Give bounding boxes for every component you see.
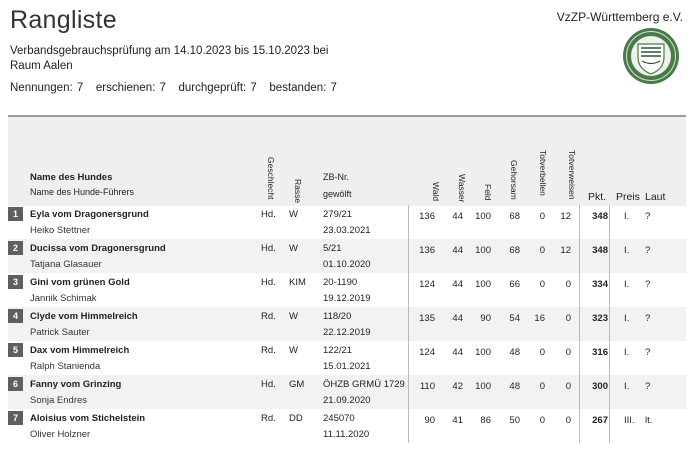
score-wald: 135 — [419, 313, 435, 324]
breed: W — [289, 345, 298, 356]
col-preis: Preis — [616, 191, 640, 203]
column-divider — [609, 273, 610, 307]
breed: GM — [289, 379, 305, 390]
dog-name: Dax vom Himmelreich — [30, 345, 130, 356]
handler-name: Tatjana Glasauer — [30, 259, 102, 270]
whelp-date: 01.10.2020 — [323, 259, 371, 270]
zb-number: 122/21 — [323, 345, 353, 356]
breed: W — [289, 311, 298, 322]
column-divider — [609, 205, 610, 239]
score-pkt: 316 — [592, 347, 608, 358]
handler-name: Jannik Schimak — [30, 293, 97, 304]
score-wasser: 44 — [452, 279, 463, 290]
col-laut: Laut — [645, 191, 666, 203]
prize: I. — [624, 347, 630, 358]
score-tvb: 16 — [534, 313, 545, 324]
score-tvw: 0 — [565, 415, 571, 426]
sex: Rd. — [261, 311, 276, 322]
score-pkt: 348 — [592, 211, 608, 222]
table-row — [8, 307, 686, 341]
col-gehorsam: Gehorsam — [509, 160, 519, 200]
score-feld: 90 — [480, 313, 491, 324]
sex: Hd. — [261, 243, 276, 254]
score-tvb: 0 — [539, 381, 545, 392]
table-row — [8, 205, 686, 239]
rank-badge: 1 — [8, 207, 23, 221]
score-pkt: 300 — [592, 381, 608, 392]
event-line-2: Raum Aalen — [10, 60, 73, 72]
score-tvw: 0 — [565, 347, 571, 358]
whelp-date: 15.01.2021 — [323, 361, 371, 372]
score-geh: 68 — [509, 211, 520, 222]
col-totverbellen: Totverbellen — [538, 150, 548, 196]
whelp-date: 21.09.2020 — [323, 395, 371, 406]
score-wald: 90 — [424, 415, 435, 426]
score-geh: 50 — [509, 415, 520, 426]
laut: ? — [645, 347, 651, 358]
score-feld: 86 — [480, 415, 491, 426]
dog-name: Ducissa vom Dragonersgrund — [30, 243, 166, 254]
score-tvw: 0 — [565, 313, 571, 324]
sex: Hd. — [261, 209, 276, 220]
col-gewolft: gewölft — [323, 189, 352, 199]
zb-number: 245070 — [323, 413, 355, 424]
breed: W — [289, 243, 298, 254]
col-name: Name des Hundes — [30, 172, 113, 183]
prize: I. — [624, 381, 630, 392]
score-tvw: 0 — [565, 381, 571, 392]
col-wald: Wald — [431, 182, 441, 202]
rank-badge: 7 — [8, 411, 23, 425]
laut: lt. — [645, 415, 653, 426]
score-geh: 54 — [509, 313, 520, 324]
score-wald: 136 — [419, 245, 435, 256]
column-divider — [609, 239, 610, 273]
org-name: VzZP-Württemberg e.V. — [556, 10, 683, 24]
rank-badge: 5 — [8, 343, 23, 357]
column-divider — [609, 341, 610, 375]
score-wasser: 44 — [452, 313, 463, 324]
sex: Hd. — [261, 379, 276, 390]
rank-badge: 4 — [8, 309, 23, 323]
dog-name: Aloisius vom Stichelstein — [30, 413, 146, 424]
score-wasser: 44 — [452, 211, 463, 222]
prize: I. — [624, 211, 630, 222]
dog-name: Eyla vom Dragonersgrund — [30, 209, 149, 220]
dog-name: Gini vom grünen Gold — [30, 277, 130, 288]
rank-badge: 2 — [8, 241, 23, 255]
col-zb: ZB-Nr. — [323, 172, 349, 182]
score-wasser: 41 — [452, 415, 463, 426]
laut: ? — [645, 211, 651, 222]
score-geh: 68 — [509, 245, 520, 256]
dog-name: Clyde vom Himmelreich — [30, 311, 138, 322]
whelp-date: 23.03.2021 — [323, 225, 371, 236]
rank-badge: 3 — [8, 275, 23, 289]
score-geh: 66 — [509, 279, 520, 290]
col-rasse: Rasse — [293, 179, 303, 204]
handler-name: Oliver Holzner — [30, 429, 91, 440]
handler-name: Patrick Sauter — [30, 327, 90, 338]
laut: ? — [645, 245, 651, 256]
zb-number: 5/21 — [323, 243, 342, 254]
score-tvb: 0 — [539, 347, 545, 358]
score-pkt: 323 — [592, 313, 608, 324]
handler-name: Heiko Stettner — [30, 225, 91, 236]
score-wasser: 42 — [452, 381, 463, 392]
col-feld: Feld — [483, 184, 493, 201]
club-logo — [622, 27, 680, 85]
table-header — [8, 115, 686, 206]
score-wasser: 44 — [452, 347, 463, 358]
score-tvw: 12 — [560, 245, 571, 256]
handler-name: Sonja Endres — [30, 395, 88, 406]
column-divider — [609, 307, 610, 341]
dog-name: Fanny vom Grinzing — [30, 379, 122, 390]
prize: I. — [624, 245, 630, 256]
breed: W — [289, 209, 298, 220]
score-tvb: 0 — [539, 415, 545, 426]
score-feld: 100 — [475, 347, 491, 358]
breed: DD — [289, 413, 303, 424]
score-wasser: 44 — [452, 245, 463, 256]
col-owner: Name des Hunde-Führers — [30, 187, 135, 197]
score-geh: 48 — [509, 381, 520, 392]
col-wasser: Wasser — [457, 174, 467, 203]
score-tvb: 0 — [539, 211, 545, 222]
prize: I. — [624, 279, 630, 290]
score-geh: 48 — [509, 347, 520, 358]
rank-badge: 6 — [8, 377, 23, 391]
score-feld: 100 — [475, 381, 491, 392]
table-row — [8, 409, 686, 443]
breed: KIM — [289, 277, 306, 288]
page-title: Rangliste — [10, 6, 117, 34]
table-row — [8, 273, 686, 307]
stats-line: Nennungen: 7 erschienen: 7 durchgeprüft: 7 bestanden: 7 — [10, 82, 337, 94]
score-pkt: 267 — [592, 415, 608, 426]
prize: I. — [624, 313, 630, 324]
score-wald: 136 — [419, 211, 435, 222]
score-wald: 110 — [419, 381, 435, 392]
sex: Hd. — [261, 277, 276, 288]
score-feld: 100 — [475, 211, 491, 222]
score-wald: 124 — [419, 347, 435, 358]
score-tvb: 0 — [539, 245, 545, 256]
laut: ? — [645, 381, 651, 392]
score-feld: 100 — [475, 245, 491, 256]
score-tvw: 0 — [565, 279, 571, 290]
col-geschlecht: Geschlecht — [266, 157, 276, 200]
score-tvb: 0 — [539, 279, 545, 290]
event-line-1: Verbandsgebrauchsprüfung am 14.10.2023 bis 15.10.2023 bei — [10, 45, 329, 57]
table-row — [8, 341, 686, 375]
score-wald: 124 — [419, 279, 435, 290]
whelp-date: 19.12.2019 — [323, 293, 371, 304]
table-row — [8, 239, 686, 273]
sex: Rd. — [261, 345, 276, 356]
score-feld: 100 — [475, 279, 491, 290]
table-row — [8, 375, 686, 409]
zb-number: ÖHZB GRMÜ 1729 — [323, 379, 405, 390]
col-pkt: Pkt. — [588, 191, 607, 203]
zb-number: 118/20 — [323, 311, 352, 322]
score-tvw: 12 — [560, 211, 571, 222]
zb-number: 279/21 — [323, 209, 353, 220]
laut: ? — [645, 313, 651, 324]
score-pkt: 334 — [592, 279, 608, 290]
handler-name: Ralph Stanienda — [30, 361, 101, 372]
score-pkt: 348 — [592, 245, 608, 256]
whelp-date: 22.12.2019 — [323, 327, 371, 338]
column-divider — [609, 375, 610, 409]
column-divider — [609, 409, 610, 443]
col-totverweisen: Totverweisen — [567, 150, 577, 200]
zb-number: 20-1190 — [323, 277, 358, 288]
prize: III. — [624, 415, 635, 426]
sex: Rd. — [261, 413, 276, 424]
laut: ? — [645, 279, 651, 290]
whelp-date: 11.11.2020 — [323, 429, 370, 440]
